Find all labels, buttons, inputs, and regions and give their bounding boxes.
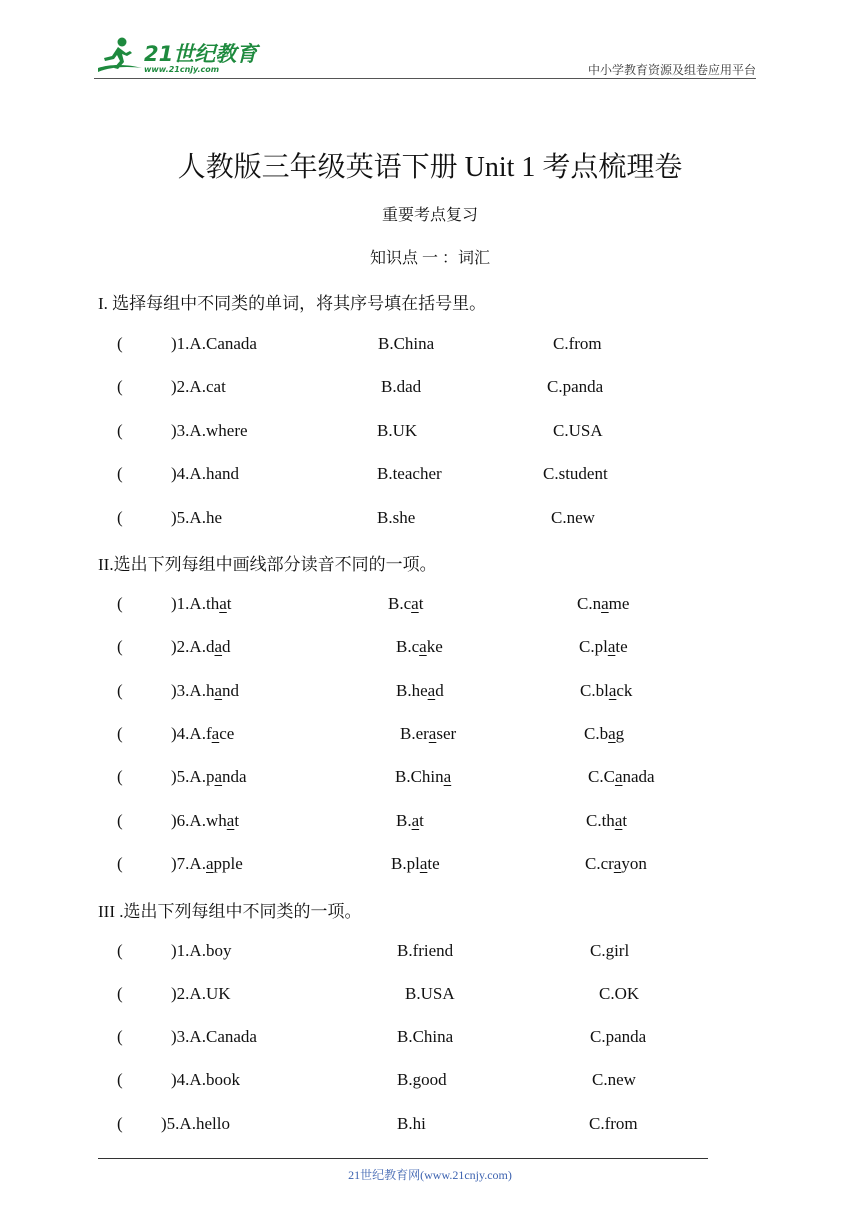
underlined-letter: a: [419, 637, 427, 656]
word-part: B.China: [397, 1027, 454, 1046]
option-c: [584, 724, 624, 744]
word-part: book: [206, 1070, 240, 1089]
word-part: C.from: [589, 1114, 638, 1133]
word-part: th: [206, 594, 220, 613]
question-number: )3.A.: [171, 421, 206, 440]
word-part: ke: [426, 637, 443, 656]
word-part: B.: [396, 811, 412, 830]
word-part: B.good: [397, 1070, 447, 1089]
footer-divider: [98, 1158, 708, 1159]
word-part: B.he: [396, 681, 428, 700]
word-part: B.she: [377, 508, 416, 527]
word-part: C.new: [592, 1070, 636, 1089]
word-part: d: [435, 681, 444, 700]
option-a: [206, 681, 239, 701]
word-part: nd: [222, 681, 240, 700]
question-number: )1.A.: [171, 334, 206, 353]
option-b: [391, 854, 440, 874]
option-c: [590, 1027, 646, 1047]
word-part: where: [206, 421, 248, 440]
option-b: [397, 1070, 447, 1090]
question-row: [0, 334, 860, 358]
underlined-letter: a: [427, 681, 436, 700]
word-part: B.er: [400, 724, 429, 743]
word-part: C.C: [588, 767, 615, 786]
word-part: t: [419, 811, 424, 830]
option-c: [553, 421, 603, 441]
word-part: pple: [213, 854, 243, 873]
option-b: [396, 811, 424, 831]
answer-blank[interactable]: (: [117, 811, 123, 830]
option-b: [400, 724, 456, 744]
option-c: [547, 377, 603, 397]
word-part: B.c: [388, 594, 412, 613]
underlined-letter: a: [211, 724, 220, 743]
option-a: [206, 377, 226, 397]
answer-blank[interactable]: (: [117, 724, 123, 743]
option-b: [397, 1114, 426, 1134]
word-part: C.student: [543, 464, 608, 483]
word-part: hello: [196, 1114, 230, 1133]
word-part: B.UK: [377, 421, 418, 440]
option-b: [388, 594, 423, 614]
underlined-letter: a: [226, 811, 235, 830]
underlined-letter: a: [428, 724, 437, 743]
option-b: [378, 334, 434, 354]
word-part: f: [206, 724, 212, 743]
word-part: C.panda: [590, 1027, 647, 1046]
runner-logo-icon: [92, 34, 144, 78]
word-part: C.USA: [553, 421, 603, 440]
answer-blank[interactable]: (: [117, 594, 123, 613]
word-part: nda: [222, 767, 247, 786]
option-a: [206, 594, 232, 614]
word-part: t: [234, 811, 240, 830]
word-part: cat: [206, 377, 226, 396]
knowledge-point-heading: 知识点 一 ：词汇: [369, 250, 490, 267]
header-divider: [94, 78, 756, 79]
question-number: )4.A.: [171, 724, 206, 743]
word-part: d: [222, 637, 231, 656]
option-c: [599, 984, 639, 1004]
answer-blank[interactable]: (: [117, 681, 123, 700]
option-a: [206, 421, 248, 441]
question-number: )2.A.: [171, 984, 206, 1003]
underlined-letter: a: [411, 811, 420, 830]
question-number: )3.A.: [171, 1027, 206, 1046]
option-c: [577, 594, 629, 614]
underlined-letter: a: [206, 854, 214, 873]
question-row: [0, 941, 860, 965]
answer-blank[interactable]: (: [117, 637, 123, 656]
question-row: [0, 854, 860, 878]
section-heading: II.选出下列每组中画线部分读音不同的一项。: [98, 555, 437, 574]
underlined-letter: a: [614, 767, 623, 786]
option-a: [196, 1114, 230, 1134]
word-part: C.th: [586, 811, 615, 830]
word-part: B.teacher: [377, 464, 442, 483]
question-number: )3.A.: [171, 681, 206, 700]
option-c: [553, 334, 602, 354]
option-b: [377, 508, 415, 528]
word-part: B.pl: [391, 854, 420, 873]
question-number: )5.A.: [171, 767, 206, 786]
word-part: B.c: [396, 637, 420, 656]
word-part: UK: [206, 984, 231, 1003]
word-part: B.hi: [397, 1114, 426, 1133]
question-row: [0, 984, 860, 1008]
answer-blank[interactable]: (: [117, 1027, 123, 1046]
answer-blank[interactable]: (: [117, 508, 123, 527]
word-part: t: [418, 594, 424, 613]
page-header: [92, 30, 756, 80]
word-part: B.friend: [397, 941, 454, 960]
answer-blank[interactable]: (: [117, 334, 123, 353]
answer-blank[interactable]: (: [117, 421, 123, 440]
underlined-letter: a: [214, 767, 223, 786]
word-part: yon: [621, 854, 647, 873]
question-row: [0, 1070, 860, 1094]
option-c: [589, 1114, 638, 1134]
question-row: [0, 377, 860, 401]
word-part: t: [226, 594, 232, 613]
question-number: )4.A.: [171, 464, 206, 483]
option-c: [588, 767, 655, 787]
option-a: [206, 1070, 240, 1090]
word-part: B.dad: [381, 377, 422, 396]
answer-blank[interactable]: (: [117, 854, 123, 873]
option-b: [405, 984, 455, 1004]
question-number: )1.A.: [171, 594, 206, 613]
option-b: [381, 377, 421, 397]
option-c: [551, 508, 595, 528]
question-row: [0, 767, 860, 791]
word-part: t: [622, 811, 628, 830]
word-part: ser: [436, 724, 457, 743]
underlined-letter: a: [219, 594, 227, 613]
question-number: )4.A.: [171, 1070, 206, 1089]
word-part: hand: [206, 464, 240, 483]
underlined-letter: a: [214, 637, 223, 656]
underlined-letter: a: [419, 854, 428, 873]
option-c: [592, 1070, 636, 1090]
word-part: g: [615, 724, 625, 743]
question-row: [0, 724, 860, 748]
option-a: [206, 767, 247, 787]
word-part: C.b: [584, 724, 609, 743]
logo-url: www.21cnjy.com: [144, 65, 220, 74]
answer-blank[interactable]: (: [117, 464, 123, 483]
word-part: B.Chin: [395, 767, 444, 786]
underlined-letter: a: [613, 854, 622, 873]
option-c: [580, 681, 632, 701]
option-a: [206, 984, 231, 1004]
word-part: C.OK: [599, 984, 640, 1003]
question-row: [0, 508, 860, 532]
word-part: d: [206, 637, 215, 656]
word-part: C.girl: [590, 941, 630, 960]
header-platform-text: 中小学教育资源及组卷应用平台: [587, 63, 756, 77]
word-part: C.n: [577, 594, 602, 613]
option-a: [206, 811, 239, 831]
question-row: [0, 681, 860, 705]
word-part: C.new: [551, 508, 595, 527]
word-part: Canada: [206, 1027, 257, 1046]
word-part: Canada: [206, 334, 257, 353]
question-row: [0, 811, 860, 835]
question-number: )6.A.: [171, 811, 206, 830]
option-a: [206, 508, 222, 528]
underlined-letter: a: [214, 681, 223, 700]
option-b: [395, 767, 451, 787]
option-c: [543, 464, 608, 484]
word-part: B.USA: [405, 984, 455, 1003]
option-b: [396, 681, 444, 701]
underlined-letter: a: [411, 594, 419, 613]
option-c: [586, 811, 627, 831]
underlined-letter: a: [608, 724, 616, 743]
word-part: nada: [622, 767, 655, 786]
question-number: )1.A.: [171, 941, 206, 960]
question-row: [0, 1114, 860, 1138]
option-a: [206, 724, 234, 744]
word-part: C.panda: [547, 377, 604, 396]
option-b: [377, 464, 442, 484]
answer-blank[interactable]: (: [117, 984, 123, 1003]
question-number: )5.A.: [161, 1114, 196, 1133]
word-part: ce: [219, 724, 235, 743]
word-part: C.cr: [585, 854, 614, 873]
question-row: [0, 1027, 860, 1051]
word-part: me: [608, 594, 630, 613]
underlined-letter: a: [443, 767, 452, 786]
answer-blank[interactable]: (: [117, 1070, 123, 1089]
logo: [92, 34, 262, 78]
word-part: h: [206, 681, 215, 700]
question-number: )2.A.: [171, 637, 206, 656]
question-row: [0, 421, 860, 445]
answer-blank[interactable]: (: [117, 1114, 123, 1133]
section-heading: III .选出下列每组中不同类的一项。: [98, 902, 362, 921]
question-number: )2.A.: [171, 377, 206, 396]
underlined-letter: a: [608, 681, 617, 700]
option-a: [206, 941, 232, 961]
word-part: C.from: [553, 334, 602, 353]
option-a: [206, 637, 231, 657]
question-row: [0, 464, 860, 488]
question-row: [0, 637, 860, 661]
option-a: [206, 464, 239, 484]
answer-blank[interactable]: (: [117, 377, 123, 396]
page-subtitle: 重要考点复习: [381, 207, 478, 224]
page-title: 人教版三年级英语下册 Unit 1 考点梳理卷: [177, 152, 683, 183]
option-b: [377, 421, 417, 441]
option-b: [396, 637, 443, 657]
option-b: [397, 1027, 453, 1047]
option-c: [590, 941, 629, 961]
footer-text: 21世纪教育网(www.21cnjy.com): [348, 1168, 512, 1182]
word-part: te: [615, 637, 628, 656]
section-heading: I. 选择每组中不同类的单词，将其序号填在括号里。: [98, 294, 487, 313]
underlined-letter: a: [601, 594, 609, 613]
word-part: boy: [206, 941, 232, 960]
option-a: [206, 854, 243, 874]
option-a: [206, 1027, 257, 1047]
underlined-letter: a: [607, 637, 616, 656]
answer-blank[interactable]: (: [117, 941, 123, 960]
underlined-letter: a: [614, 811, 623, 830]
word-part: C.pl: [579, 637, 608, 656]
option-c: [579, 637, 628, 657]
word-part: te: [427, 854, 440, 873]
word-part: B.China: [378, 334, 435, 353]
option-c: [585, 854, 647, 874]
word-part: ck: [616, 681, 633, 700]
word-part: wh: [206, 811, 227, 830]
question-row: [0, 594, 860, 618]
logo-text: 21世纪教育: [144, 42, 258, 66]
word-part: p: [206, 767, 215, 786]
word-part: he: [206, 508, 223, 527]
question-number: )5.A.: [171, 508, 206, 527]
answer-blank[interactable]: (: [117, 767, 123, 786]
question-number: )7.A.: [171, 854, 206, 873]
word-part: C.bl: [580, 681, 609, 700]
option-b: [397, 941, 453, 961]
option-a: [206, 334, 257, 354]
